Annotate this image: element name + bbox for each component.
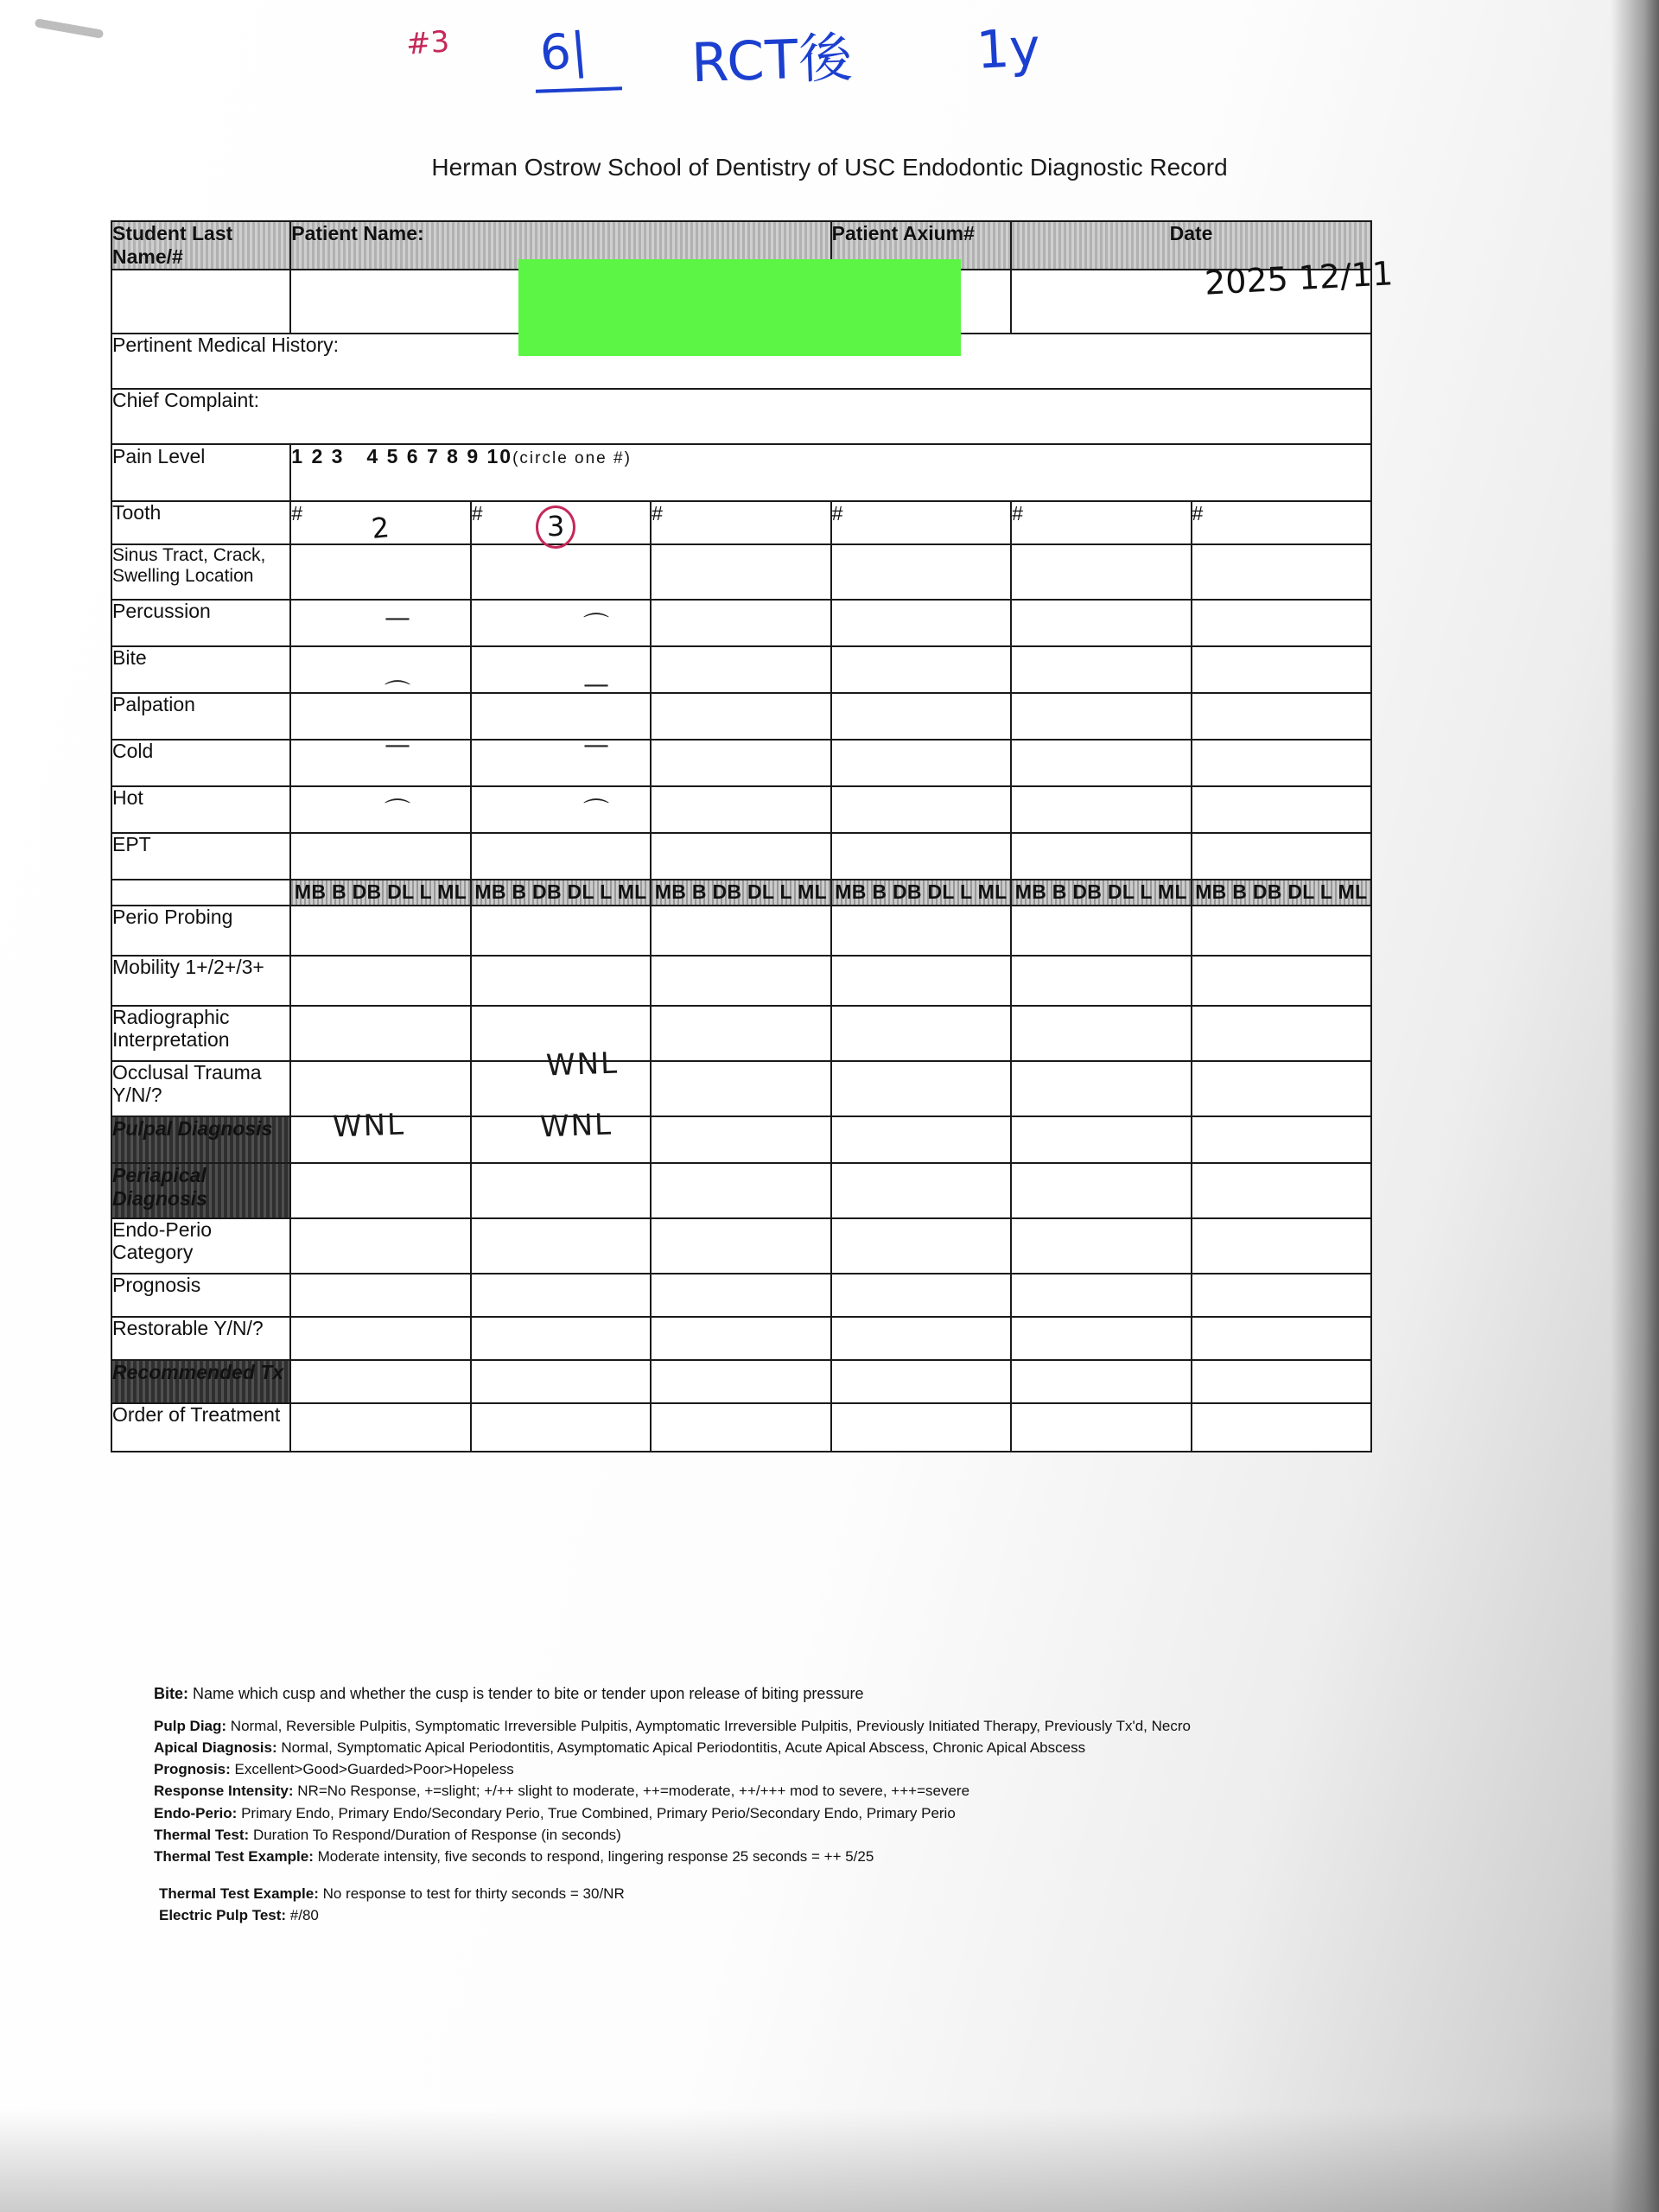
occlusal-cell-3[interactable] <box>651 1061 830 1116</box>
legend-item-thermal-test <box>154 1824 1407 1846</box>
sinus-cell-1[interactable] <box>290 544 470 600</box>
radiographic-row <box>111 1006 1371 1061</box>
endo-perio-cell-3[interactable] <box>651 1218 830 1274</box>
percussion-mark-1: ⌒ <box>385 679 410 709</box>
cold-cell-4[interactable] <box>831 740 1011 786</box>
palpation-cell-2[interactable] <box>471 693 651 740</box>
restorable-cell-6[interactable] <box>1192 1317 1371 1360</box>
legend-term-endo-perio: Endo-Perio: <box>154 1804 238 1821</box>
legend-text-endo-perio: Primary Endo, Primary Endo/Secondary Perio, True Combined, Primary Perio/Secondary Endo, Primary Perio <box>237 1804 956 1821</box>
tooth-cell-1[interactable]: # <box>290 501 470 544</box>
bite-cell-2[interactable] <box>471 646 651 693</box>
percussion-mark-2: — <box>583 670 609 700</box>
legend-item-apical-diagnosis <box>154 1737 1407 1758</box>
legend-item-pulp-diag <box>154 1715 1407 1737</box>
occlusal-cell-5[interactable] <box>1011 1061 1191 1116</box>
percussion-cell-3[interactable] <box>651 600 830 646</box>
percussion-cell-4[interactable] <box>831 600 1011 646</box>
prognosis-cell-5[interactable] <box>1011 1274 1191 1317</box>
hot-cell-3[interactable] <box>651 786 830 833</box>
recommended-tx-row <box>111 1360 1371 1403</box>
endo-perio-row <box>111 1218 1371 1274</box>
legend-term-pulp-diag: Pulp Diag: <box>154 1718 227 1734</box>
handwritten-tooth-1: 2 <box>370 511 391 545</box>
recommended-cell-3[interactable] <box>651 1360 830 1403</box>
cold-cell-3[interactable] <box>651 740 830 786</box>
ept-cell-2[interactable] <box>471 833 651 880</box>
pain-level-label: Pain Level <box>111 444 290 501</box>
sinus-cell-3[interactable] <box>651 544 830 600</box>
endodontic-diagnostic-form <box>111 220 1372 1452</box>
legend-term-thermal-test: Thermal Test: <box>154 1826 250 1843</box>
order-cell-1[interactable] <box>290 1403 470 1452</box>
radiographic-cell-3[interactable] <box>651 1006 830 1061</box>
periapical-diagnosis-row <box>111 1163 1371 1218</box>
percussion-cell-2[interactable] <box>471 600 651 646</box>
legend-text-electric-pulp-test: #/80 <box>286 1907 319 1924</box>
periapical-cell-3[interactable] <box>651 1163 830 1218</box>
student-name-field[interactable] <box>111 270 290 334</box>
prognosis-cell-2[interactable] <box>471 1274 651 1317</box>
patient-name-header: Patient Name: <box>290 221 830 270</box>
pain-level-row <box>111 444 1371 501</box>
annotation-tooth-number: #3 <box>404 24 451 62</box>
legend-text-thermal-example-2: No response to test for thirty seconds = 30/NR <box>318 1885 625 1903</box>
palpation-cell-6[interactable] <box>1192 693 1371 740</box>
perio-probing-cell-3[interactable] <box>651 906 830 956</box>
legend-text-response-intensity: NR=No Response, +=slight; +/++ slight to moderate, ++=moderate, ++/+++ mod to severe, +++=severe <box>293 1783 970 1800</box>
endo-perio-cell-1[interactable] <box>290 1218 470 1274</box>
recommended-cell-6[interactable] <box>1192 1360 1371 1403</box>
tooth-cell-2[interactable]: # <box>471 501 651 544</box>
handwritten-tooth-2-value: 3 <box>536 505 575 549</box>
row-label-sinus-tract: Sinus Tract, Crack, Swelling Location <box>111 544 290 600</box>
sinus-cell-6[interactable] <box>1192 544 1371 600</box>
date-header: Date <box>1011 221 1371 270</box>
legend-item-electric-pulp-test <box>154 1904 1407 1926</box>
hot-row <box>111 786 1371 833</box>
handwritten-mobility-1: WNL <box>332 1107 406 1145</box>
restorable-cell-5[interactable] <box>1011 1317 1191 1360</box>
periapical-cell-1[interactable] <box>290 1163 470 1218</box>
tooth-cell-5[interactable]: # <box>1011 501 1191 544</box>
bite-mark-1: — <box>385 730 410 760</box>
legend-text-thermal-test: Duration To Respond/Duration of Response (in seconds) <box>249 1826 621 1843</box>
legend-text-pulp-diag: Normal, Reversible Pulpitis, Symptomatic Irreversible Pulpitis, Aymptomatic Irreversible Pulpitis, Previously Initiated Therapy, Previously Tx'd, Necro <box>226 1718 1191 1734</box>
occlusal-cell-4[interactable] <box>831 1061 1011 1116</box>
order-cell-6[interactable] <box>1192 1403 1371 1452</box>
legend-text-prognosis: Excellent>Good>Guarded>Poor>Hopeless <box>230 1761 514 1778</box>
patient-name-redaction <box>518 259 961 356</box>
pain-scale[interactable] <box>290 444 1371 501</box>
palpation-cell-4[interactable] <box>831 693 1011 740</box>
row-label-perio-probing: Perio Probing <box>111 906 290 956</box>
sinus-mark-2: ⌒ <box>583 612 609 642</box>
row-label-mobility: Mobility 1+/2+/3+ <box>111 956 290 1006</box>
row-label-percussion: Percussion <box>111 600 290 646</box>
row-label-palpation: Palpation <box>111 693 290 740</box>
legend-item-response-intensity <box>154 1780 1407 1802</box>
annotation-quadrant: 6| <box>537 22 590 83</box>
legend-item-prognosis <box>154 1758 1407 1780</box>
bite-cell-3[interactable] <box>651 646 830 693</box>
restorable-cell-1[interactable] <box>290 1317 470 1360</box>
legend-term-prognosis: Prognosis: <box>154 1761 231 1778</box>
probing-legend-2: MB B DB DL L ML <box>471 880 651 906</box>
page-corner-mark <box>35 18 105 39</box>
palpation-mark-2: ⌒ <box>583 798 609 828</box>
cold-cell-5[interactable] <box>1011 740 1191 786</box>
legend-term-apical-diagnosis: Apical Diagnosis: <box>154 1739 277 1757</box>
order-cell-5[interactable] <box>1011 1403 1191 1452</box>
mobility-cell-5[interactable] <box>1011 956 1191 1006</box>
legend-term-thermal-example-2: Thermal Test Example: <box>159 1885 319 1903</box>
sinus-cell-2[interactable] <box>471 544 651 600</box>
perio-probing-cell-1[interactable] <box>290 906 470 956</box>
mobility-cell-1[interactable] <box>290 956 470 1006</box>
row-label-ept: EPT <box>111 833 290 880</box>
axium-header: Patient Axium# <box>831 221 1011 270</box>
prognosis-cell-6[interactable] <box>1192 1274 1371 1317</box>
handwritten-date: 2025 12/11 <box>1203 254 1395 302</box>
row-label-recommended-tx: Recommended Tx <box>111 1360 290 1403</box>
pulpal-diagnosis-row <box>111 1116 1371 1163</box>
pulpal-cell-3[interactable] <box>651 1116 830 1163</box>
ept-cell-3[interactable] <box>651 833 830 880</box>
probing-legend-row <box>111 880 1371 906</box>
mobility-cell-3[interactable] <box>651 956 830 1006</box>
mobility-cell-4[interactable] <box>831 956 1011 1006</box>
legend-gap <box>154 1867 1407 1883</box>
legend-bite <box>154 1685 1407 1703</box>
sinus-tract-row <box>111 544 1371 600</box>
tooth-cell-3[interactable]: # <box>651 501 830 544</box>
legend-term-electric-pulp-test: Electric Pulp Test: <box>159 1907 287 1924</box>
row-label-endo-perio: Endo-Perio Category <box>111 1218 290 1274</box>
legend-text-apical-diagnosis: Normal, Symptomatic Apical Periodontitis, Asymptomatic Apical Periodontitis, Acute Apical Abscess, Chronic Apical Abscess <box>276 1739 1086 1757</box>
perio-probing-cell-2[interactable] <box>471 906 651 956</box>
restorable-cell-3[interactable] <box>651 1317 830 1360</box>
pulpal-cell-4[interactable] <box>831 1116 1011 1163</box>
perio-probing-cell-4[interactable] <box>831 906 1011 956</box>
row-label-cold: Cold <box>111 740 290 786</box>
hot-cell-1[interactable] <box>290 786 470 833</box>
order-cell-3[interactable] <box>651 1403 830 1452</box>
handwritten-mobility-2: WNL <box>539 1107 613 1145</box>
palpation-mark-1: ⌒ <box>385 798 410 828</box>
row-label-pulpal-diagnosis: Pulpal Diagnosis <box>111 1116 290 1163</box>
sinus-cell-5[interactable] <box>1011 544 1191 600</box>
pulpal-cell-6[interactable] <box>1192 1116 1371 1163</box>
row-label-tooth: Tooth <box>111 501 290 544</box>
restorable-row <box>111 1317 1371 1360</box>
percussion-cell-5[interactable] <box>1011 600 1191 646</box>
palpation-row <box>111 693 1371 740</box>
periapical-cell-6[interactable] <box>1192 1163 1371 1218</box>
bite-cell-5[interactable] <box>1011 646 1191 693</box>
order-cell-2[interactable] <box>471 1403 651 1452</box>
bite-cell-6[interactable] <box>1192 646 1371 693</box>
periapical-cell-5[interactable] <box>1011 1163 1191 1218</box>
palpation-cell-5[interactable] <box>1011 693 1191 740</box>
handwritten-perio-probing-2: WNL <box>545 1046 620 1084</box>
row-label-periapical-diagnosis: Periapical Diagnosis <box>111 1163 290 1218</box>
hot-cell-4[interactable] <box>831 786 1011 833</box>
row-label-bite: Bite <box>111 646 290 693</box>
periapical-cell-4[interactable] <box>831 1163 1011 1218</box>
mobility-cell-2[interactable] <box>471 956 651 1006</box>
legend-block <box>154 1685 1407 1926</box>
recommended-cell-5[interactable] <box>1011 1360 1191 1403</box>
probing-legend-4: MB B DB DL L ML <box>831 880 1011 906</box>
bite-mark-2: — <box>583 730 609 760</box>
bite-cell-1[interactable] <box>290 646 470 693</box>
sinus-cell-4[interactable] <box>831 544 1011 600</box>
annotation-underline <box>536 86 622 92</box>
chief-complaint-row <box>111 389 1371 444</box>
ept-cell-4[interactable] <box>831 833 1011 880</box>
palpation-cell-3[interactable] <box>651 693 830 740</box>
sinus-mark-1: — <box>385 603 410 633</box>
row-label-restorable: Restorable Y/N/? <box>111 1317 290 1360</box>
row-label-occlusal-trauma: Occlusal Trauma Y/N/? <box>111 1061 290 1116</box>
hot-cell-5[interactable] <box>1011 786 1191 833</box>
page-edge-shadow-right <box>1611 0 1659 2212</box>
legend-bite-text: Name which cusp and whether the cusp is tender to bite or tender upon release of biting pressure <box>188 1685 864 1702</box>
radiographic-cell-1[interactable] <box>290 1006 470 1061</box>
restorable-cell-4[interactable] <box>831 1317 1011 1360</box>
endo-perio-cell-4[interactable] <box>831 1218 1011 1274</box>
tooth-cell-6[interactable]: # <box>1192 501 1371 544</box>
palpation-cell-1[interactable] <box>290 693 470 740</box>
restorable-cell-2[interactable] <box>471 1317 651 1360</box>
chief-complaint-label: Chief Complaint: <box>111 389 1371 444</box>
order-cell-4[interactable] <box>831 1403 1011 1452</box>
radiographic-cell-5[interactable] <box>1011 1006 1191 1061</box>
percussion-row <box>111 600 1371 646</box>
occlusal-trauma-row <box>111 1061 1371 1116</box>
perio-probing-cell-5[interactable] <box>1011 906 1191 956</box>
ept-cell-6[interactable] <box>1192 833 1371 880</box>
pain-scale-note: (circle one #) <box>512 449 632 467</box>
page-title: Herman Ostrow School of Dentistry of USC Endodontic Diagnostic Record <box>431 154 1228 181</box>
occlusal-cell-6[interactable] <box>1192 1061 1371 1116</box>
prognosis-row <box>111 1274 1371 1317</box>
cold-cell-6[interactable] <box>1192 740 1371 786</box>
pulpal-cell-5[interactable] <box>1011 1116 1191 1163</box>
percussion-cell-1[interactable] <box>290 600 470 646</box>
order-of-treatment-row <box>111 1403 1371 1452</box>
annotation-rct-note: RCT後 <box>690 25 855 95</box>
row-label-radiographic: Radiographic Interpretation <box>111 1006 290 1061</box>
prognosis-cell-3[interactable] <box>651 1274 830 1317</box>
student-name-header: Student Last Name/# <box>111 221 290 270</box>
percussion-cell-6[interactable] <box>1192 600 1371 646</box>
probing-legend-3: MB B DB DL L ML <box>651 880 830 906</box>
legend-bite-term: Bite: <box>154 1685 188 1702</box>
pain-scale-low[interactable]: 1 2 3 <box>291 445 345 467</box>
cold-cell-1[interactable] <box>290 740 470 786</box>
legend-item-thermal-example-2 <box>154 1883 1407 1904</box>
bite-cell-4[interactable] <box>831 646 1011 693</box>
endo-perio-cell-2[interactable] <box>471 1218 651 1274</box>
endo-perio-cell-6[interactable] <box>1192 1218 1371 1274</box>
periapical-cell-2[interactable] <box>471 1163 651 1218</box>
legend-term-thermal-example-1: Thermal Test Example: <box>154 1847 314 1865</box>
ept-cell-1[interactable] <box>290 833 470 880</box>
hot-cell-2[interactable] <box>471 786 651 833</box>
tooth-row <box>111 501 1371 544</box>
probing-legend-spacer <box>111 880 290 906</box>
legend-item-endo-perio <box>154 1802 1407 1824</box>
probing-legend-6: MB B DB DL L ML <box>1192 880 1371 906</box>
legend-term-response-intensity: Response Intensity: <box>154 1783 294 1800</box>
row-label-prognosis: Prognosis <box>111 1274 290 1317</box>
recommended-cell-1[interactable] <box>290 1360 470 1403</box>
recommended-cell-4[interactable] <box>831 1360 1011 1403</box>
perio-probing-cell-6[interactable] <box>1192 906 1371 956</box>
ept-cell-5[interactable] <box>1011 833 1191 880</box>
hot-cell-6[interactable] <box>1192 786 1371 833</box>
perio-probing-row <box>111 906 1371 956</box>
radiographic-cell-6[interactable] <box>1192 1006 1371 1061</box>
row-label-order-of-treatment: Order of Treatment <box>111 1403 290 1452</box>
row-label-hot: Hot <box>111 786 290 833</box>
tooth-cell-4[interactable]: # <box>831 501 1011 544</box>
legend-text-thermal-example-1: Moderate intensity, five seconds to respond, lingering response 25 seconds = ++ 5/25 <box>313 1847 874 1865</box>
cold-cell-2[interactable] <box>471 740 651 786</box>
bite-row <box>111 646 1371 693</box>
probing-legend-5: MB B DB DL L ML <box>1011 880 1191 906</box>
radiographic-cell-4[interactable] <box>831 1006 1011 1061</box>
mobility-row <box>111 956 1371 1006</box>
mobility-cell-6[interactable] <box>1192 956 1371 1006</box>
ept-row <box>111 833 1371 880</box>
page-edge-shadow-bottom <box>0 2108 1659 2212</box>
cold-row <box>111 740 1371 786</box>
probing-legend-1: MB B DB DL L ML <box>290 880 470 906</box>
handwritten-tooth-2 <box>536 505 575 549</box>
medical-history-label: Pertinent Medical History: <box>111 334 1371 389</box>
annotation-followup: 1y <box>975 17 1042 81</box>
endo-perio-cell-5[interactable] <box>1011 1218 1191 1274</box>
prognosis-cell-4[interactable] <box>831 1274 1011 1317</box>
prognosis-cell-1[interactable] <box>290 1274 470 1317</box>
recommended-cell-2[interactable] <box>471 1360 651 1403</box>
pain-scale-high[interactable]: 4 5 6 7 8 9 10 <box>366 445 513 467</box>
legend-item-thermal-example-1 <box>154 1846 1407 1867</box>
